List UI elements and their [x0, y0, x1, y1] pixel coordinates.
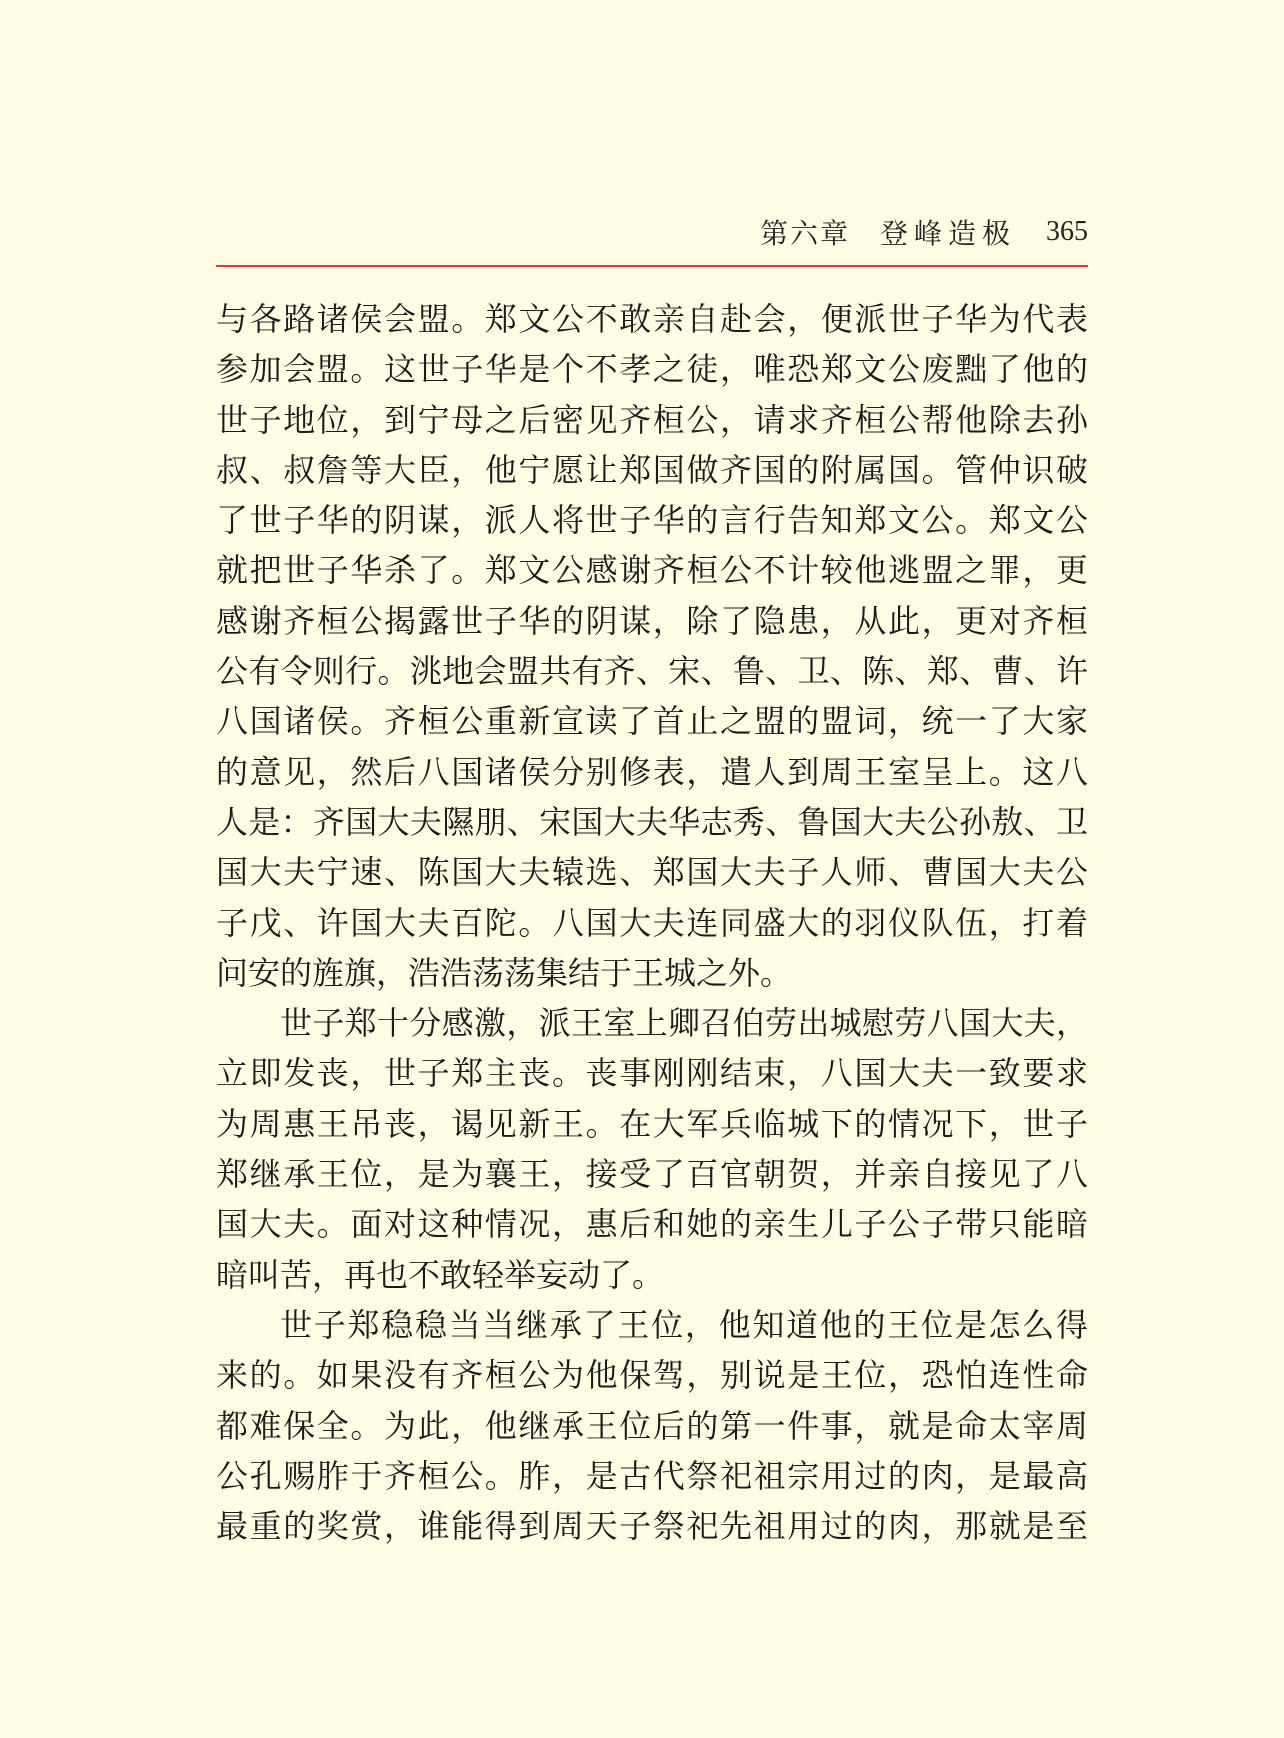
text-line: 与各路诸侯会盟。郑文公不敢亲自赴会，便派世子华为代表 — [216, 300, 1088, 338]
text-line: 世子郑稳稳当当继承了王位，他知道他的王位是怎么得 — [280, 1305, 1088, 1344]
running-header — [216, 212, 1088, 252]
text-line: 叔、叔詹等大臣，他宁愿让郑国做齐国的附属国。管仲识破 — [216, 450, 1088, 489]
text-line: 来的。如果没有齐桓公为他保驾，别说是王位，恐怕连性命 — [216, 1356, 1088, 1395]
text-line: 都难保全。为此，他继承王位后的第一件事，就是命太宰周 — [216, 1406, 1088, 1445]
text-line: 暗叫苦，再也不敢轻举妄动了。 — [216, 1255, 665, 1294]
chapter-title: 登峰造极 — [879, 217, 1016, 250]
text-line: 八国诸侯。齐桓公重新宣读了首止之盟的盟词，统一了大家 — [216, 702, 1088, 741]
text-line: 世子地位，到宁母之后密见齐桓公，请求齐桓公帮他除去孙 — [216, 400, 1088, 439]
chapter-label: 第六章 — [759, 217, 850, 250]
text-line: 公孔赐胙于齐桓公。胙，是古代祭祀祖宗用过的肉，是最高 — [216, 1456, 1088, 1495]
text-line: 子戊、许国大夫百陀。八国大夫连同盛大的羽仪队伍，打着 — [216, 903, 1088, 942]
text-line: 立即发丧，世子郑主丧。丧事刚刚结束，八国大夫一致要求 — [216, 1054, 1088, 1093]
text-line: 郑继承王位，是为襄王，接受了百官朝贺，并亲自接见了八 — [216, 1155, 1088, 1194]
text-line: 的意见，然后八国诸侯分别修表，遣人到周王室呈上。这八 — [216, 752, 1088, 791]
text-line: 世子郑十分感激，派王室上卿召伯劳出城慰劳八国大夫， — [280, 1004, 1088, 1043]
text-line: 参加会盟。这世子华是个不孝之徒，唯恐郑文公废黜了他的 — [216, 350, 1088, 389]
text-line: 人是：齐国大夫隰朋、宋国大夫华志秀、鲁国大夫公孙敖、卫 — [216, 802, 1088, 841]
text-line: 为周惠王吊丧，谒见新王。在大军兵临城下的情况下，世子 — [216, 1104, 1088, 1143]
text-line: 国大夫宁速、陈国大夫辕选、郑国大夫子人师、曹国大夫公 — [216, 853, 1088, 892]
body-text — [216, 294, 1088, 1551]
text-line: 感谢齐桓公揭露世子华的阴谋，除了隐患，从此，更对齐桓 — [216, 601, 1088, 640]
header-rule — [216, 265, 1088, 267]
text-line: 最重的奖赏，谁能得到周天子祭祀先祖用过的肉，那就是至 — [216, 1507, 1088, 1546]
text-line: 国大夫。面对这种情况，惠后和她的亲生儿子公子带只能暗 — [216, 1205, 1088, 1244]
text-line: 了世子华的阴谋，派人将世子华的言行告知郑文公。郑文公 — [216, 501, 1088, 540]
text-line: 就把世子华杀了。郑文公感谢齐桓公不计较他逃盟之罪，更 — [216, 551, 1088, 590]
text-line: 问安的旌旗，浩浩荡荡集结于王城之外。 — [216, 953, 793, 992]
page-number: 365 — [1046, 216, 1088, 247]
text-line: 公有令则行。洮地会盟共有齐、宋、鲁、卫、陈、郑、曹、许 — [216, 652, 1088, 691]
